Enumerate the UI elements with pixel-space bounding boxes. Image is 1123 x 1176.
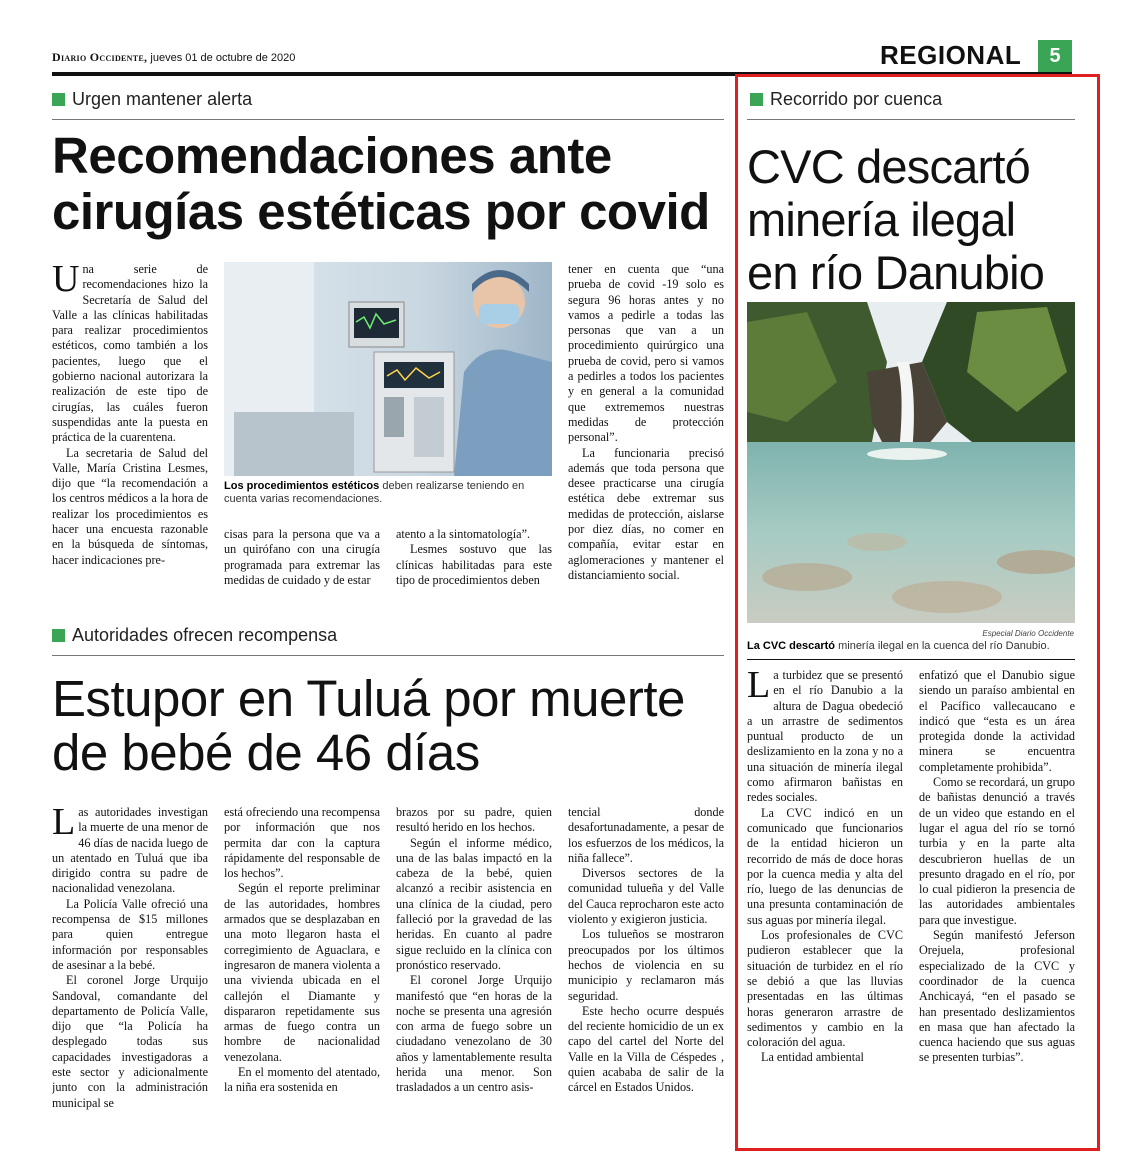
caption-text: minería ilegal en la cuenca del río Danubio. <box>838 640 1050 652</box>
paragraph: Como se recordará, un grupo de bañistas denunció a través de un video que estando en el lugar el agua del río se tornó turbia y en la parte alta descubrieron huellas de un presunto dragado en el río, por lo cual pidieron la presencia de las autoridades ambientales para que investigue. <box>919 775 1075 927</box>
story2-column-3 <box>396 805 552 1130</box>
drop-cap: U <box>52 262 80 300</box>
story1-photo-caption <box>224 480 552 506</box>
story1-column-1 <box>52 262 208 602</box>
story2-column-1 <box>52 805 208 1130</box>
kicker-square-icon <box>52 93 65 106</box>
section-title: REGIONAL <box>880 40 1022 70</box>
paragraph: Según manifestó Jeferson Orejuela, profesional especializado de la CVC y coordinador de la cuenca Anchicayá, “en el pasado se han presentado deslizamientos en masa que han afectado la cuenca haciendo que sus aguas se presenten turbias”. <box>919 928 1075 1065</box>
story3-kicker-text: Recorrido por cuenca <box>770 89 943 109</box>
divider <box>52 119 724 120</box>
paragraph: Según el informe médico, una de las balas impactó en la cabeza de la bebé, quien alcanzó a recibir asistencia en una clínica de la ciudad, pero falleció por la gravedad de las heridas. En cuanto al padre sigue recluido en la clínica con pronóstico reservado. <box>396 835 552 972</box>
paragraph: La entidad ambiental <box>761 1050 864 1065</box>
kicker-square-icon <box>52 629 65 642</box>
paragraph: Este hecho ocurre después del reciente homicidio de un ex capo del cartel del Norte del Valle en la Villa de Céspedes , quien acababa de salir de la cárcel en Estados Unidos. <box>568 1003 724 1095</box>
story3-column-1 <box>747 668 903 1130</box>
divider <box>747 119 1075 120</box>
story2-column-4 <box>568 805 724 1130</box>
divider <box>747 659 1075 660</box>
kicker-square-icon <box>750 93 763 106</box>
story1-column-4 <box>568 262 724 602</box>
photo-credit: Especial Diario Occidente <box>982 629 1074 638</box>
paragraph: En el momento del atentado, la niña era sostenida en <box>224 1065 380 1095</box>
paragraph: Los tulueños se mostraron preocupados por los últimos hechos de violencia en su municipio y reclamaron más seguridad. <box>568 927 724 1003</box>
story2-column-2 <box>224 805 380 1130</box>
story1-headline: Recomendaciones ante cirugías estéticas por covid <box>52 127 710 240</box>
drop-cap: L <box>747 668 771 706</box>
paragraph: Diversos sectores de la comunidad tulueña y del Valle del Cauca reprocharon este acto violento y exigieron justicia. <box>568 866 724 927</box>
caption-text: deben realizarse teniendo en cuenta varias recomendaciones. <box>224 480 525 505</box>
paragraph: Según el reporte preliminar de las autoridades, hombres armados que se desplazaban en una moto llegaron hasta el corregimiento de Aguaclara, e ingresaron de manera violenta a una vivienda ubicada en el callejón el Diamante y dispararon repetidamente sus armas de fuego contra un hombre de nacionalidad venezolana. <box>224 881 380 1064</box>
story1-column-3 <box>396 527 552 602</box>
paragraph: Los profesionales de CVC pudieron establecer que la situación de turbidez en el río se debió a que las lluvias presentadas en las últimas horas generaron arrastre de sedimentos y cambio en la coloración del agua. <box>747 928 903 1050</box>
story2-headline: Estupor en Tuluá por muerte de bebé de 46 días <box>52 670 685 781</box>
paragraph: La funcionaria precisó además que toda persona que desee practicarse una cirugía estética debe extremar sus medidas de protección, aislarse por diez días, no comer en compañía, evitar estar en aglomeraciones y mantener el distanciamiento social. <box>568 445 724 582</box>
story2-kicker <box>52 625 337 646</box>
paragraph: cisas para la persona que va a un quirófano con una cirugía programada para extremar las medidas de cuidado y de estar <box>224 527 380 587</box>
page-number: 5 <box>1038 40 1072 72</box>
paragraph: tener en cuenta que “una prueba de covid -19 solo es segura 96 horas antes y no vamos a pedirle a todas las personas que van a un procedimiento quirúrgico una prueba de covid, pero si vamos a pedirles a todos los pacientes y en general a la comunidad que extrememos nuestras medidas de protección personal”. <box>568 262 724 445</box>
masthead <box>52 50 295 65</box>
paragraph: está ofreciendo una recompensa por información que nos permita dar con la captura rápidamente del responsable de los hechos”. <box>224 805 380 881</box>
paragraph: a turbidez que se presentó en el río Danubio a la altura de Dagua obedeció a un arrastre de sedimentos puntual producto de un deslizamiento en la zona y no a una situación de minería ilegal como afirmaron bañistas en redes sociales. <box>747 668 903 805</box>
divider <box>52 655 724 656</box>
story2-kicker-text: Autoridades ofrecen recompensa <box>72 625 338 645</box>
story3-headline: CVC descartó minería ilegal en río Danubio <box>747 140 1045 299</box>
story1-column-2 <box>224 527 380 602</box>
drop-cap: L <box>52 805 76 843</box>
paragraph: na serie de recomendaciones hizo la Secretaría de Salud del Valle a las clínicas habilitadas para realizar procedimientos estéticos, como también a los pacientes, luego que el gobierno nacional autorizara la realización de este tipo de cirugías, las cuáles fueron suspendidas ante la puesta en práctica de la cuarentena. <box>52 262 208 445</box>
paragraph: tencial donde desafortunadamente, a pesar de los esfuerzos de los médicos, la niña fallece”. <box>568 805 724 865</box>
story1-kicker <box>52 89 252 110</box>
paragraph: El coronel Jorge Urquijo manifestó que “en horas de la noche se presenta una agresión con arma de fuego sobre un ciudadano venezolano de 30 años y lamentablemente resulta herida una menor. Son trasladados a un centro asis- <box>396 973 552 1095</box>
paragraph: enfatizó que el Danubio sigue siendo un paraíso ambiental en el Pacífico vallecaucano e indicó que “esta es un área protegida donde la actividad minera se encuentra completamente prohibida”. <box>919 668 1075 774</box>
paragraph: Lesmes sostuvo que las clínicas habilitadas para este tipo de procedimientos deben <box>396 542 552 587</box>
paragraph: La CVC indicó en un comunicado que funcionarios de la entidad hicieron un recorrido de más de doce horas por la cuenca media y alta del río, luego de las denuncias de una presunta contaminación de sus aguas por minería ilegal. <box>747 805 903 927</box>
issue-date: jueves 01 de octubre de 2020 <box>150 52 296 64</box>
paragraph: as autoridades investigan la muerte de una menor de 46 días de nacida luego de un atentado en Tuluá que iba dirigido contra su padre de nacionalidad venezolana. <box>52 805 208 896</box>
paragraph: La Policía Valle ofreció una recompensa de $15 millones para quien entregue información por responsables de asesinar a la bebé. <box>52 896 208 972</box>
caption-lead: Los procedimientos estéticos <box>224 480 380 492</box>
paragraph: El coronel Jorge Urquijo Sandoval, comandante del departamento de Policía Valle, dijo que “la Policía ha desplegado todas sus capacidades investigadoras a este sector y adicionalmente junto con la administración municipal se <box>52 973 208 1110</box>
story3-photo <box>747 302 1075 623</box>
story3-column-2 <box>919 668 1075 1130</box>
caption-lead: La CVC descartó <box>747 640 836 652</box>
story1-kicker-text: Urgen mantener alerta <box>72 89 253 109</box>
paragraph: atento a la sintomatología”. <box>396 527 531 541</box>
paragraph: La secretaria de Salud del Valle, María Cristina Lesmes, dijo que “la recomendación a los centros médicos a la hora de realizar los procedimientos es hacer una encuesta razonable en la búsqueda de síntomas, hacer indicaciones pre- <box>52 445 208 567</box>
paper-name: Diario Occidente, <box>52 50 148 64</box>
story1-photo <box>224 262 552 476</box>
story3-photo-caption <box>747 640 1075 653</box>
story3-kicker <box>750 89 942 110</box>
paragraph: brazos por su padre, quien resultó herido en los hechos. <box>396 805 552 835</box>
